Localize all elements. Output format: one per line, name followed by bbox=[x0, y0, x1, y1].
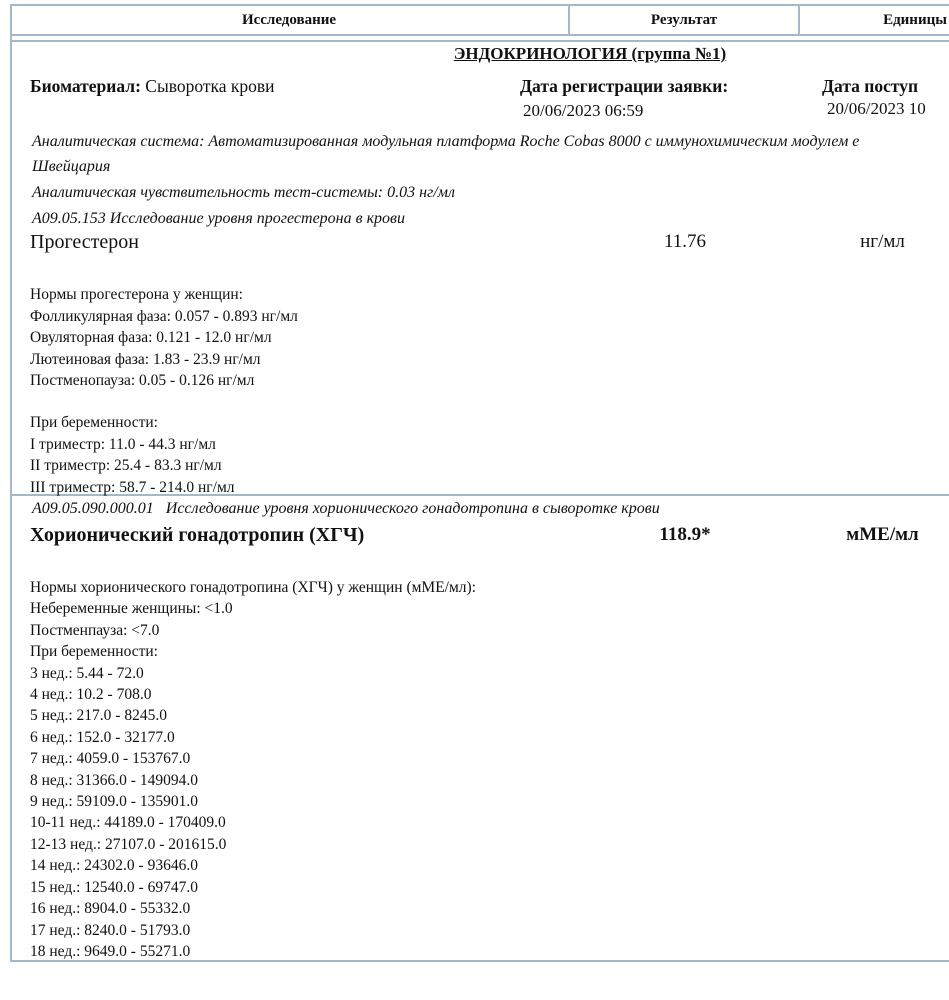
norm-line: Небеременные женщины: <1.0 bbox=[30, 600, 233, 618]
test-result-hcg: 118.9* bbox=[659, 524, 711, 545]
progesterone-norms-women bbox=[30, 284, 298, 392]
received-date-label: Дата поступ bbox=[822, 76, 919, 96]
test-units-progesterone: нг/мл bbox=[860, 231, 905, 252]
sensitivity-line: Аналитическая чувствительность тест-системы: 0.03 нг/мл bbox=[32, 184, 455, 201]
norm-line: II триместр: 25.4 - 83.3 нг/мл bbox=[30, 457, 222, 474]
norm-line: Лютеиновая фаза: 1.83 - 23.9 нг/мл bbox=[30, 350, 261, 368]
biomaterial-value: Сыворотка крови bbox=[140, 76, 275, 96]
hcg-norms bbox=[30, 577, 476, 962]
biomaterial-line bbox=[30, 76, 275, 97]
table-header-row bbox=[10, 4, 949, 36]
column-header-result: Результат bbox=[570, 6, 800, 34]
norm-line: 10-11 нед.: 44189.0 - 170409.0 bbox=[30, 814, 226, 832]
norm-line: Фолликулярная фаза: 0.057 - 0.893 нг/мл bbox=[30, 307, 298, 325]
norm-line: 6 нед.: 152.0 - 32177.0 bbox=[30, 728, 175, 746]
norm-line: 7 нед.: 4059.0 - 153767.0 bbox=[30, 750, 191, 768]
norm-line: 16 нед.: 8904.0 - 55332.0 bbox=[30, 900, 191, 918]
registration-date-value: 20/06/2023 06:59 bbox=[523, 101, 644, 120]
biomaterial-label: Биоматериал: bbox=[30, 76, 141, 96]
norm-line: 18 нед.: 9649.0 - 55271.0 bbox=[30, 942, 191, 960]
norm-line: При беременности: bbox=[30, 643, 158, 661]
test-code-progesterone: А09.05.153 Исследование уровня прогестерона в крови bbox=[32, 210, 405, 227]
analytic-system-line1: Аналитическая система: Автоматизированная модульная платформа Roche Cobas 8000 с иммунохимическим модулем е bbox=[32, 133, 860, 150]
section-title: ЭНДОКРИНОЛОГИЯ (группа №1) bbox=[453, 44, 727, 63]
test-code-hcg: А09.05.090.000.01 Исследование уровня хорионического гонадотропина в сыворотке крови bbox=[32, 500, 660, 517]
received-date-value: 20/06/2023 10 bbox=[827, 99, 926, 118]
test-name-progesterone: Прогестерон bbox=[30, 231, 139, 253]
norm-line: 4 нед.: 10.2 - 708.0 bbox=[30, 686, 152, 704]
progesterone-norms-pregnancy bbox=[30, 412, 235, 498]
norm-line: 3 нед.: 5.44 - 72.0 bbox=[30, 664, 144, 682]
norm-line: 15 нед.: 12540.0 - 69747.0 bbox=[30, 878, 198, 896]
norm-line: Нормы хорионического гонадотропина (ХГЧ) у женщин (мМЕ/мл): bbox=[30, 579, 476, 596]
test-name-hcg: Хорионический гонадотропин (ХГЧ) bbox=[30, 524, 365, 546]
test-units-hcg: мМЕ/мл bbox=[846, 524, 919, 545]
norm-line: Постменпауза: <7.0 bbox=[30, 621, 160, 639]
column-header-units: Единицы bbox=[883, 11, 947, 28]
norm-line: 14 нед.: 24302.0 - 93646.0 bbox=[30, 857, 198, 875]
test-result-progesterone: 11.76 bbox=[663, 231, 707, 252]
analytic-system-line2: Швейцария bbox=[32, 158, 111, 175]
norm-line: Постменопауза: 0.05 - 0.126 нг/мл bbox=[30, 372, 255, 389]
column-header-study: Исследование bbox=[10, 6, 570, 34]
norm-line: Овуляторная фаза: 0.121 - 12.0 нг/мл bbox=[30, 329, 272, 346]
norm-line: 12-13 нед.: 27107.0 - 201615.0 bbox=[30, 835, 227, 853]
norm-line: 8 нед.: 31366.0 - 149094.0 bbox=[30, 771, 198, 789]
registration-date-label: Дата регистрации заявки: bbox=[520, 76, 729, 96]
norm-line: 9 нед.: 59109.0 - 135901.0 bbox=[30, 793, 198, 811]
norm-line: 17 нед.: 8240.0 - 51793.0 bbox=[30, 921, 191, 939]
norm-line: Нормы прогестерона у женщин: bbox=[30, 286, 243, 303]
norm-line: III триместр: 58.7 - 214.0 нг/мл bbox=[30, 478, 235, 496]
norm-line: I триместр: 11.0 - 44.3 нг/мл bbox=[30, 435, 216, 453]
norm-line: 5 нед.: 217.0 - 8245.0 bbox=[30, 707, 167, 725]
norm-line: При беременности: bbox=[30, 414, 158, 431]
